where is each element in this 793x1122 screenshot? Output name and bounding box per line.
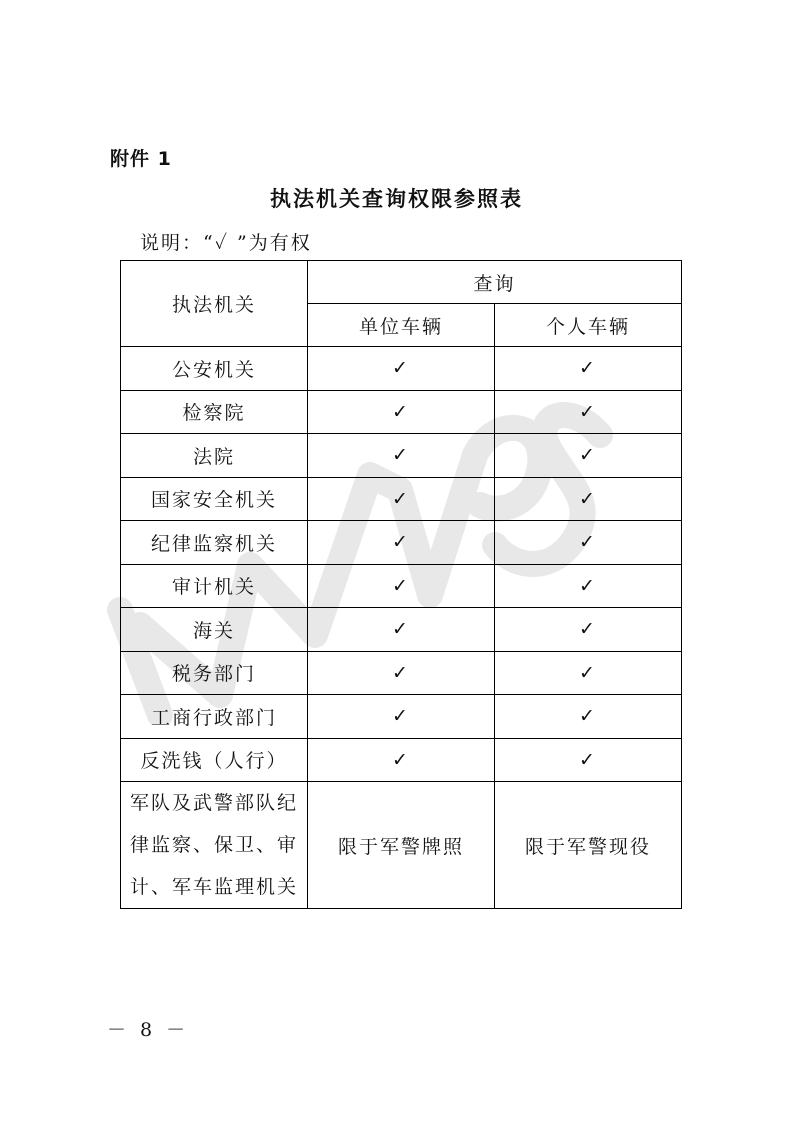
table-row: [121, 564, 682, 608]
agency-cell: 审计机关: [121, 564, 308, 608]
header-query: 查询: [308, 261, 682, 304]
check-icon: ✓: [495, 390, 682, 434]
table-row: [121, 347, 682, 391]
check-icon: ✓: [308, 608, 495, 652]
check-icon: ✓: [495, 477, 682, 521]
document-title: 执法机关查询权限参照表: [270, 187, 523, 211]
agency-cell: 纪律监察机关: [121, 521, 308, 565]
check-icon: ✓: [495, 651, 682, 695]
check-icon: ✓: [495, 738, 682, 782]
check-icon: ✓: [308, 695, 495, 739]
header-personal-vehicle: 个人车辆: [495, 304, 682, 347]
agency-cell-military: 军队及武警部队纪律监察、保卫、审计、军车监理机关: [121, 782, 308, 909]
table-row-military: [121, 782, 682, 909]
attachment-label: 附件 1: [110, 148, 172, 170]
check-icon: ✓: [308, 477, 495, 521]
check-icon: ✓: [308, 434, 495, 478]
header-agency: 执法机关: [121, 261, 308, 347]
agency-cell: 工商行政部门: [121, 695, 308, 739]
check-icon: ✓: [495, 695, 682, 739]
check-icon: ✓: [495, 521, 682, 565]
check-icon: ✓: [495, 434, 682, 478]
table-row: [121, 521, 682, 565]
permission-table: [120, 260, 682, 909]
legend-note: 说明：“✓ ”为有权: [140, 232, 312, 254]
table-row: [121, 695, 682, 739]
table-row: [121, 390, 682, 434]
check-icon: ✓: [308, 390, 495, 434]
check-icon: ✓: [495, 564, 682, 608]
table-row: [121, 608, 682, 652]
agency-cell: 海关: [121, 608, 308, 652]
military-personal-limit: 限于军警现役: [495, 782, 682, 909]
table-row: [121, 651, 682, 695]
agency-cell: 检察院: [121, 390, 308, 434]
agency-cell: 反洗钱（人行）: [121, 738, 308, 782]
check-icon: ✓: [308, 347, 495, 391]
agency-cell: 国家安全机关: [121, 477, 308, 521]
check-icon: ✓: [308, 564, 495, 608]
table-row: [121, 738, 682, 782]
check-icon: ✓: [308, 521, 495, 565]
agency-cell: 公安机关: [121, 347, 308, 391]
table-header-row: [121, 261, 682, 304]
check-icon: ✓: [495, 347, 682, 391]
table-row: [121, 434, 682, 478]
check-icon: ✓: [308, 651, 495, 695]
page-number: － 8 －: [107, 1019, 190, 1041]
agency-cell: 税务部门: [121, 651, 308, 695]
military-unit-limit: 限于军警牌照: [308, 782, 495, 909]
table-row: [121, 477, 682, 521]
check-icon: ✓: [495, 608, 682, 652]
header-unit-vehicle: 单位车辆: [308, 304, 495, 347]
check-icon: ✓: [308, 738, 495, 782]
agency-cell: 法院: [121, 434, 308, 478]
